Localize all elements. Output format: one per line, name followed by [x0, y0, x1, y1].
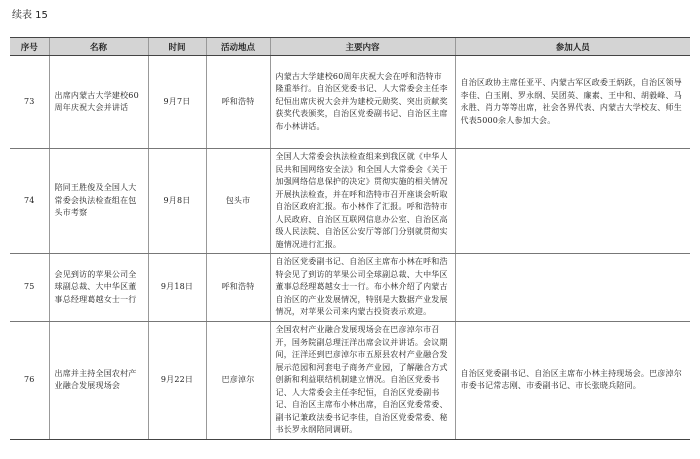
- row-content: 全国人大常委会执法检查组来到我区就《中华人民共和国网络安全法》和全国人大常委会《关于加强网络信息保护的决定》贯彻实施的相关情况开展执法检查，并在呼和浩特市召开座谈会听取自治区政府汇报。布小林作了汇报。呼和浩特市人民政府、自治区互联网信息办公室、自治区高级人民法院、自治区公安厅等部门分别就贯彻实施情况进行汇报。: [270, 149, 455, 254]
- row-people: [455, 254, 690, 322]
- row-name: 出席并主持全国农村产业融合发展现场会: [49, 322, 148, 440]
- table-row: [10, 56, 690, 149]
- header-date: 时间: [148, 38, 206, 56]
- row-date: 9月8日: [148, 149, 206, 254]
- row-name: 会见到访的苹果公司全球副总裁、大中华区董事总经理葛越女士一行: [49, 254, 148, 322]
- row-place: 包头市: [206, 149, 270, 254]
- row-index: 76: [10, 322, 49, 440]
- row-people: [455, 149, 690, 254]
- activity-table: [10, 37, 690, 440]
- row-people: 自治区政协主席任亚平、内蒙古军区政委王炳跃，自治区领导李佳、白玉刚、罗永纲、吴团英、廉素、王中和、胡毅峰、马永胜、肖力等等出席，社会各界代表、内蒙古大学校友、师生代表5000余人参加大会。: [455, 56, 690, 149]
- header-name: 名称: [49, 38, 148, 56]
- table-caption: 续表 15: [12, 10, 48, 21]
- header-place: 活动地点: [206, 38, 270, 56]
- row-place: 呼和浩特: [206, 254, 270, 322]
- row-index: 73: [10, 56, 49, 149]
- table-header-row: [10, 38, 690, 56]
- row-date: 9月22日: [148, 322, 206, 440]
- row-content: 内蒙古大学建校60周年庆祝大会在呼和浩特市隆重举行。自治区党委书记、人大常委会主任李纪恒出席庆祝大会并为建校元勋奖、突出贡献奖获奖代表颁奖，自治区党委副书记、自治区主席布小林讲话。: [270, 56, 455, 149]
- row-content: 自治区党委副书记、自治区主席布小林在呼和浩特会见了到访的苹果公司全球副总裁、大中华区董事总经理葛越女士一行。布小林介绍了内蒙古自治区的产业发展情况，特别是大数据产业发展情况，对苹果公司来内蒙古投资表示欢迎。: [270, 254, 455, 322]
- header-content: 主要内容: [270, 38, 455, 56]
- row-date: 9月7日: [148, 56, 206, 149]
- row-place: 巴彦淖尔: [206, 322, 270, 440]
- row-index: 75: [10, 254, 49, 322]
- table-row: [10, 254, 690, 322]
- row-index: 74: [10, 149, 49, 254]
- row-people: 自治区党委副书记、自治区主席布小林主持现场会。巴彦淖尔市委书记常志刚、市委副书记、市长张晓兵陪同。: [455, 322, 690, 440]
- row-content: 全国农村产业融合发展现场会在巴彦淖尔市召开，国务院副总理汪洋出席会议并讲话。会议期间，汪洋还到巴彦淖尔市五原县农村产业融合发展示范园和河套电子商务产业园，了解融合方式创新和利益联结机制建立情况。自治区党委书记、人大常委会主任李纪恒，自治区党委副书记、自治区主席布小林出席，自治区党委常委、副书记兼政法委书记李佳，自治区党委常委、秘书长罗永纲陪同调研。: [270, 322, 455, 440]
- table-row: [10, 149, 690, 254]
- header-index: 序号: [10, 38, 49, 56]
- row-name: 出席内蒙古大学建校60周年庆祝大会并讲话: [49, 56, 148, 149]
- row-date: 9月18日: [148, 254, 206, 322]
- row-name: 陪同王胜俊及全国人大常委会执法检查组在包头市考察: [49, 149, 148, 254]
- header-people: 参加人员: [455, 38, 690, 56]
- table-row: [10, 322, 690, 440]
- row-place: 呼和浩特: [206, 56, 270, 149]
